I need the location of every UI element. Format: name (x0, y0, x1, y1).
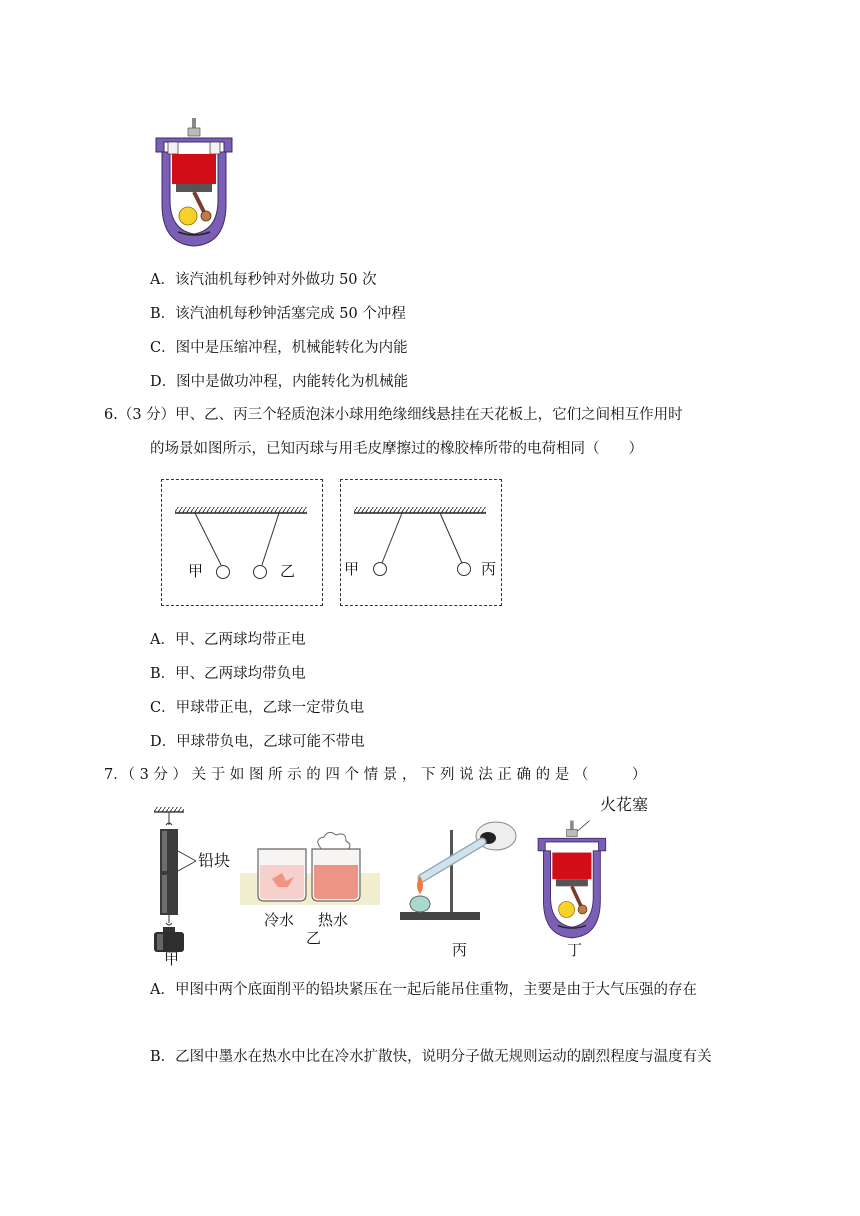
q6-option-b[interactable]: B．甲、乙两球均带负电 (150, 666, 306, 682)
q7-figure-test-tube (396, 818, 526, 928)
q6-option-a[interactable]: A．甲、乙两球均带正电 (150, 632, 306, 648)
q5-option-c[interactable]: C．图中是压缩冲程，机械能转化为内能 (150, 340, 408, 356)
q7-label-hot-water: 热水 (318, 911, 349, 929)
q7-figure-engine (531, 818, 611, 944)
q7-stem: 7．（ 3 分 ） 关 于 如 图 所 示 的 四 个 情 景 ， 下 列 说 法 正 确 的 是 （ ） (104, 767, 647, 783)
q7-option-a[interactable]: A．甲图中两个底面削平的铅块紧压在一起后能吊住重物，主要是由于大气压强的存在 (150, 982, 697, 998)
q7-label-spark-plug: 火花塞 (600, 795, 649, 814)
q7-figure-lead-blocks (148, 803, 231, 953)
q5-option-a[interactable]: A．该汽油机每秒钟对外做功 50 次 (150, 272, 377, 288)
q7-caption-bing: 丙 (452, 941, 468, 959)
q6-figure-right-drawing (340, 479, 502, 606)
q7-caption-jia: 甲 (164, 950, 180, 968)
q7-figure-beakers (240, 835, 380, 915)
q6-label-bing: 丙 (481, 560, 497, 578)
q7-option-b[interactable]: B．乙图中墨水在热水中比在冷水扩散快，说明分子做无规则运动的剧烈程度与温度有关 (150, 1049, 712, 1065)
engine-figure-q5 (148, 112, 238, 252)
q6-stem-line2: 的场景如图所示，已知丙球与用毛皮摩擦过的橡胶棒所带的电荷相同（ ） (150, 441, 643, 457)
q5-option-b[interactable]: B．该汽油机每秒钟活塞完成 50 个冲程 (150, 306, 406, 322)
q7-label-lead: 铅块 (198, 851, 231, 870)
q6-option-d[interactable]: D．甲球带负电，乙球可能不带电 (150, 734, 365, 750)
q5-option-d[interactable]: D．图中是做功冲程，内能转化为机械能 (150, 374, 409, 390)
q6-stem-line1: 6.（3 分）甲、乙、丙三个轻质泡沫小球用绝缘细线悬挂在天花板上，它们之间相互作用时 (104, 407, 683, 423)
q6-option-c[interactable]: C．甲球带正电，乙球一定带负电 (150, 700, 365, 716)
q7-caption-yi: 乙 (306, 929, 322, 947)
q6-label-yi: 乙 (280, 562, 296, 580)
q7-caption-ding: 丁 (567, 941, 583, 959)
q6-label-jia-left: 甲 (188, 562, 204, 580)
q6-figure-left-drawing (161, 479, 323, 606)
q6-label-jia-right: 甲 (344, 560, 360, 578)
q7-label-cold-water: 冷水 (264, 911, 295, 929)
